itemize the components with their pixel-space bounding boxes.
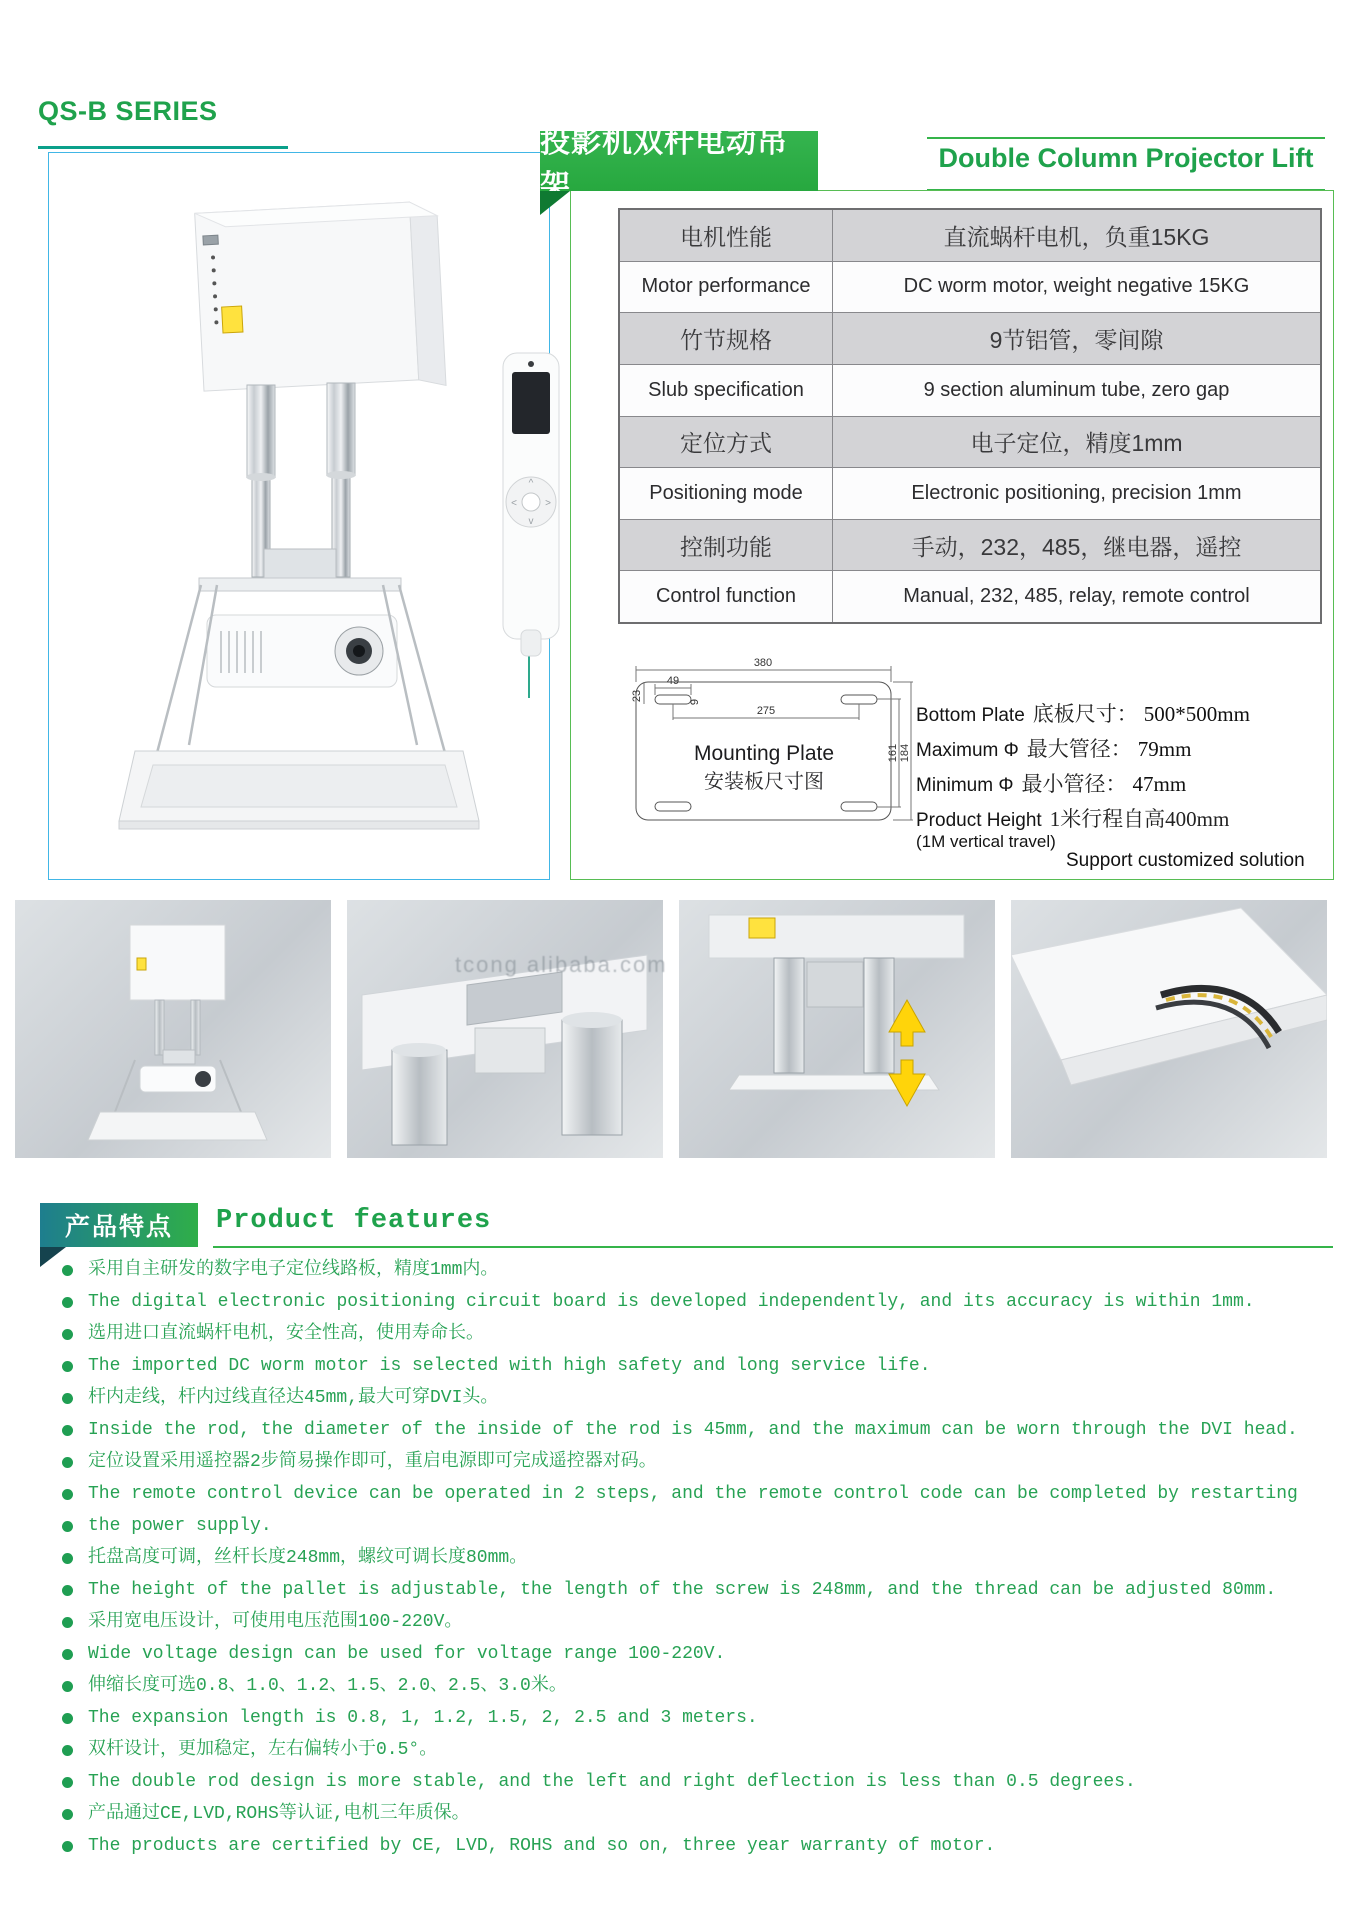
plate-info-zh: 最大管径： [1026,737,1132,761]
bullet-icon [62,1745,73,1756]
spec-value-cell: DC worm motor, weight negative 15KG [903,275,1250,298]
feature-text: The height of the pallet is adjustable, the length of the screw is 248mm, and the thread can be adjusted 80mm. [88,1580,1277,1600]
list-item [58,1356,1350,1377]
features-badge [40,1203,198,1247]
feature-text: Wide voltage design can be used for voltage range 100-220V. [88,1644,726,1664]
feature-text: The expansion length is 0.8, 1, 1.2, 1.5, 2, 2.5 and 3 meters. [88,1708,758,1728]
list-item [58,1804,1350,1825]
spec-label-cell: Control function [620,571,833,622]
photo-2-sketch [347,900,663,1158]
bullet-icon [62,1777,73,1788]
feature-text: 杆内走线，杆内过线直径达45mm,最大可穿DVI头。 [88,1388,499,1408]
mounting-plate-diagram [596,650,926,840]
feature-text: 定位设置采用遥控器2步简易操作即可，重启电源即可完成遥控器对码。 [88,1452,657,1472]
bullet-icon [62,1617,73,1628]
dim-275: 275 [756,705,776,717]
plate-info-value: 79mm [1137,737,1192,761]
bullet-icon [62,1521,73,1532]
list-item [58,1452,1350,1473]
list-item [58,1260,1350,1281]
list-item [58,1548,1350,1569]
product-photo-3 [679,900,995,1158]
svg-text:v: v [528,516,534,527]
spec-label-cell: Positioning mode [620,468,833,519]
table-row [620,570,1320,622]
spec-label-cell: 控制功能 [620,520,833,571]
badge-fold-corner [540,191,570,215]
bullet-icon [62,1425,73,1436]
header-badge-zh [540,126,818,203]
dim-184: 184 [899,743,911,763]
feature-text: The products are certified by CE, LVD, ROHS and so on, three year warranty of motor. [88,1836,996,1856]
warning-sticker [222,306,243,333]
bullet-icon [62,1489,73,1500]
list-item [58,1292,1350,1313]
list-item [58,1580,1350,1601]
watermark: tcong alibaba.com [455,952,668,977]
plate-info-line [916,698,1346,733]
dim-49: 49 [666,675,680,687]
telescopic-columns [246,383,356,577]
spec-label-cell: 竹节规格 [620,313,833,364]
feature-text: The remote control device can be operated in 2 steps, and the remote control code can be completed by restarting [88,1484,1298,1504]
plate-info-line [916,733,1346,768]
bullet-icon [62,1713,73,1724]
table-row [620,261,1320,313]
list-item [58,1420,1350,1441]
list-item [58,1612,1350,1633]
table-row [620,519,1320,571]
dim-161: 161 [887,743,899,763]
list-item [58,1836,1350,1857]
list-item [58,1388,1350,1409]
ceiling-tray [119,751,479,829]
features-badge-text: 产品特点 [64,1213,173,1241]
bullet-icon [62,1809,73,1820]
projector-lift-illustration [49,153,549,879]
plate-info-value: 47mm [1132,772,1187,796]
features-title: Product features [216,1206,492,1236]
bullet-icon [62,1393,73,1404]
list-item [58,1516,1350,1537]
table-row [620,467,1320,519]
page-title: Double Column Projector Lift [938,143,1314,173]
series-title-underline [38,146,288,149]
plate-info-value: 500*500mm [1143,702,1250,726]
bullet-icon [62,1649,73,1660]
product-photo-1 [15,900,331,1158]
spec-label-cell: Motor performance [620,262,833,313]
spec-value-cell: 直流蜗杆电机，负重15KG [943,223,1210,250]
spec-value-cell: Electronic positioning, precision 1mm [911,481,1242,504]
photo-4-sketch [1011,900,1327,1158]
plate-info-line [916,768,1346,803]
table-row [620,210,1320,261]
feature-text: 双杆设计，更加稳定，左右偏转小于0.5°。 [88,1740,438,1760]
photo-1-sketch [15,900,331,1158]
feature-text: Inside the rod, the diameter of the inside of the rod is 45mm, and the maximum can be worn through the DVI head. [88,1420,1298,1440]
plate-info-zh: 最小管径： [1021,772,1127,796]
plate-info-label: Minimum Φ [916,775,1014,796]
features-list [58,1260,1350,1868]
svg-text:>: > [545,498,551,509]
feature-text: 伸缩长度可选0.8、1.0、1.2、1.5、2.0、2.5、3.0米。 [88,1676,567,1696]
features-underline [213,1246,1333,1248]
plate-info-subnote: (1M vertical travel) [916,832,1056,851]
product-photo-4 [1011,900,1327,1158]
plate-info-label: Product Height [916,810,1042,831]
plate-info-label: Maximum Φ [916,740,1019,761]
feature-text: The double rod design is more stable, and the left and right deflection is less than 0.5 degrees. [88,1772,1136,1792]
bullet-icon [62,1297,73,1308]
spec-label-cell: 电机性能 [620,210,833,261]
product-photo-2 [347,900,663,1158]
remote-control [502,352,560,658]
svg-text:<: < [511,498,517,509]
bullet-icon [62,1265,73,1276]
svg-text:^: ^ [528,478,534,489]
table-row [620,312,1320,364]
feature-text: 采用宽电压设计，可使用电压范围100-220V。 [88,1612,463,1632]
bullet-icon [62,1457,73,1468]
bullet-icon [62,1553,73,1564]
bullet-icon [62,1841,73,1852]
plate-info [916,698,1346,852]
dim-9: 9 [689,698,701,706]
table-row [620,416,1320,468]
spec-label-cell: Slub specification [620,365,833,416]
diagram-title-zh: 安装板尺寸图 [704,771,824,793]
motor-housing [195,201,446,398]
feature-text: The digital electronic positioning circuit board is developed independently, and its accuracy is within 1mm. [88,1292,1255,1312]
dim-23: 23 [631,689,643,703]
list-item [58,1772,1350,1793]
feature-text: 产品通过CE,LVD,ROHS等认证,电机三年质保。 [88,1804,470,1824]
photo-3-sketch [679,900,995,1158]
plate-info-zh: 1米行程自高400mm [1049,807,1230,831]
title-rule-top [927,137,1325,139]
list-item [58,1324,1350,1345]
spec-table [618,208,1322,624]
feature-text: 托盘高度可调，丝杆长度248mm，螺纹可调长度80mm。 [88,1548,528,1568]
list-item [58,1644,1350,1665]
header-badge-text: 投影机双杆电动吊架 [540,126,788,203]
diagram-title-en: Mounting Plate [693,742,835,765]
bullet-icon [62,1329,73,1340]
feature-text: 选用进口直流蜗杆电机，安全性高，使用寿命长。 [88,1324,484,1344]
remote-screen [512,372,550,434]
spec-value-cell: 9 section aluminum tube, zero gap [923,378,1230,401]
support-note: Support customized solution [1066,850,1305,871]
bullet-icon [62,1361,73,1372]
dim-380: 380 [753,657,773,669]
series-title: QS-B SERIES [38,96,218,126]
projector [207,615,397,687]
mounting-platform [199,549,401,591]
list-item [58,1740,1350,1761]
main-product-photo-frame [48,152,550,880]
bullet-icon [62,1681,73,1692]
spec-label-cell: 定位方式 [620,417,833,468]
plate-info-zh: 底板尺寸： [1032,702,1138,726]
spec-value-cell: 电子定位，精度1mm [970,430,1183,457]
list-item [58,1708,1350,1729]
bullet-icon [62,1585,73,1596]
spec-value-cell: 手动，232，485，继电器，遥控 [911,533,1242,560]
spec-value-cell: Manual, 232, 485, relay, remote control [903,585,1250,608]
spec-value-cell: 9节铝管，零间隙 [989,327,1164,354]
feature-text: the power supply. [88,1516,272,1536]
table-row [620,364,1320,416]
list-item [58,1676,1350,1697]
plate-info-label: Bottom Plate [916,705,1025,726]
list-item [58,1484,1350,1505]
feature-text: 采用自主研发的数字电子定位线路板，精度1mm内。 [88,1260,499,1280]
feature-text: The imported DC worm motor is selected with high safety and long service life. [88,1356,931,1376]
